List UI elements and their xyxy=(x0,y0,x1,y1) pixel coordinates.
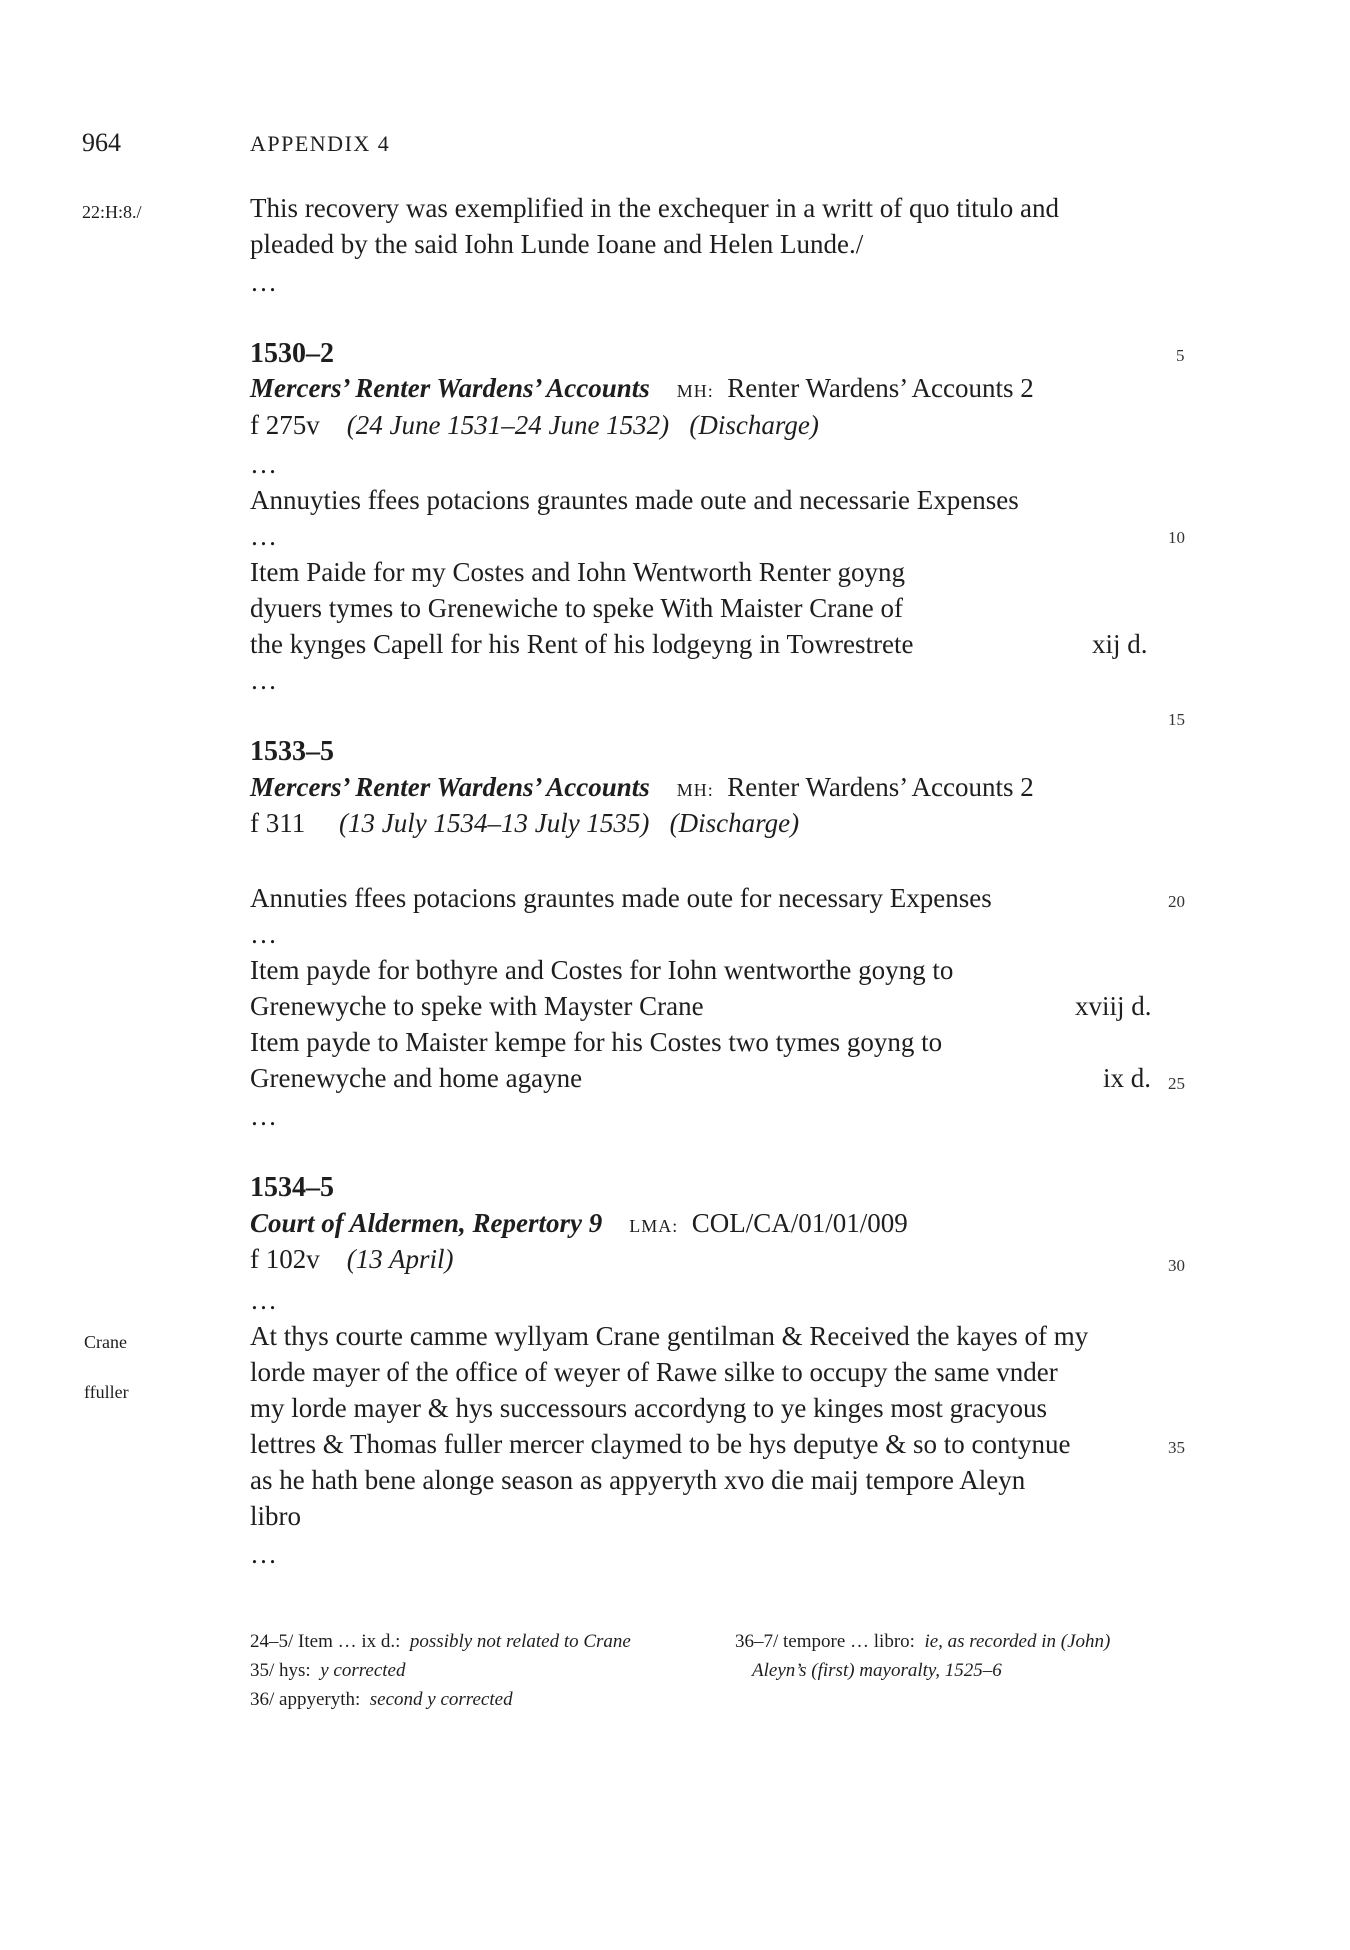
record-title: Court of Aldermen, Repertory 9 xyxy=(250,1208,603,1238)
ellipsis: … xyxy=(250,665,277,695)
record-ref: Renter Wardens’ Accounts 2 xyxy=(727,772,1034,802)
footnote-text: possibly not related to Crane xyxy=(409,1631,631,1652)
footnote-text: Aleyn’s (first) mayoralty, 1525–6 xyxy=(752,1660,1002,1681)
line-number: 15 xyxy=(1168,710,1185,729)
record-title: Mercers’ Renter Wardens’ Accounts xyxy=(250,772,650,802)
text-line: as he hath bene alonge season as appyeryth xvo die maij tempore Aleyn xyxy=(250,1465,1026,1495)
entry-source xyxy=(250,772,1034,803)
repository: MH: xyxy=(676,381,714,401)
line-number: 25 xyxy=(1168,1074,1185,1093)
text-line: Item payde for bothyre and Costes for Iohn wentworthe goyng to xyxy=(250,955,954,985)
running-head: APPENDIX 4 xyxy=(250,131,391,156)
footnote xyxy=(250,1657,405,1685)
section: (Discharge) xyxy=(689,410,819,440)
text-line: Item payde to Maister kempe for his Costes two tymes goyng to xyxy=(250,1027,943,1057)
record-ref: Renter Wardens’ Accounts 2 xyxy=(727,373,1034,403)
text-line: libro xyxy=(250,1501,301,1531)
line-number: 20 xyxy=(1168,892,1185,911)
text-line: Item Paide for my Costes and Iohn Wentworth Renter goyng xyxy=(250,557,905,587)
margin-note-ffuller: ffuller xyxy=(84,1382,129,1402)
date-range: (13 July 1534–13 July 1535) xyxy=(339,808,650,838)
amount: xij d. xyxy=(1092,629,1148,659)
footnote-text: ie, as recorded in (John) xyxy=(924,1631,1111,1652)
text-line: This recovery was exemplified in the exchequer in a writt of quo titulo and xyxy=(250,193,1059,223)
footnote-ref: 24–5/ Item … ix d.: xyxy=(250,1631,401,1652)
entry-folio-line xyxy=(250,808,799,839)
amount: xviij d. xyxy=(1075,991,1152,1021)
text-line: the kynges Capell for his Rent of his lodgeyng in Towrestrete xyxy=(250,629,914,659)
line-number: 30 xyxy=(1168,1256,1185,1275)
text-line: lorde mayer of the office of weyer of Rawe silke to occupy the same vnder xyxy=(250,1357,1058,1387)
repository: MH: xyxy=(676,780,714,800)
date-range: (13 April) xyxy=(346,1244,454,1274)
footnote-ref: 36/ appyeryth: xyxy=(250,1689,361,1710)
ellipsis: … xyxy=(250,1101,277,1131)
date-range: (24 June 1531–24 June 1532) xyxy=(346,410,670,440)
text-line: dyuers tymes to Grenewiche to speke With Maister Crane of xyxy=(250,593,903,623)
footnote-ref: 35/ hys: xyxy=(250,1660,311,1681)
text-line: lettres & Thomas fuller mercer claymed to be hys deputye & so to contynue xyxy=(250,1429,1071,1459)
folio: f 311 xyxy=(250,808,306,838)
footnote xyxy=(250,1686,513,1714)
ellipsis: … xyxy=(250,521,277,551)
text-line: At thys courte camme wyllyam Crane gentilman & Received the kayes of my xyxy=(250,1321,1089,1351)
line-number: 35 xyxy=(1168,1438,1185,1457)
page-number: 964 xyxy=(82,128,121,157)
text-line: Annuties ffees potacions grauntes made oute for necessary Expenses xyxy=(250,883,992,913)
line-number: 10 xyxy=(1168,528,1185,547)
text-line: pleaded by the said Iohn Lunde Ioane and Helen Lunde./ xyxy=(250,229,864,259)
entry-year: 1530–2 xyxy=(250,338,334,369)
repository: LMA: xyxy=(629,1216,679,1236)
section: (Discharge) xyxy=(669,808,800,838)
record-title: Mercers’ Renter Wardens’ Accounts xyxy=(250,373,650,403)
entry-source xyxy=(250,373,1034,404)
text-line: Grenewyche to speke with Mayster Crane xyxy=(250,991,704,1021)
entry-year: 1533–5 xyxy=(250,736,334,767)
entry-year: 1534–5 xyxy=(250,1172,334,1203)
folio: f 102v xyxy=(250,1244,320,1274)
text-line: Grenewyche and home agayne xyxy=(250,1063,583,1093)
entry-folio-line xyxy=(250,410,819,441)
footnote xyxy=(250,1628,631,1656)
ellipsis: … xyxy=(250,267,277,297)
ellipsis: … xyxy=(250,1285,277,1315)
ellipsis: … xyxy=(250,449,277,479)
footnote xyxy=(735,1628,1110,1656)
entry-source xyxy=(250,1208,908,1239)
ellipsis: … xyxy=(250,1539,277,1569)
footnote xyxy=(752,1657,1002,1685)
text-line: my lorde mayer & hys successours accordyng to ye kinges most gracyous xyxy=(250,1393,1048,1423)
margin-note-crane: Crane xyxy=(84,1332,127,1352)
text-line: Annuyties ffees potacions grauntes made oute and necessarie Expenses xyxy=(250,485,1019,515)
footnote-text: second y corrected xyxy=(369,1689,513,1710)
footnote-text: y corrected xyxy=(320,1660,406,1681)
margin-note-register: 22:H:8./ xyxy=(82,202,142,222)
folio: f 275v xyxy=(250,410,320,440)
line-number: 5 xyxy=(1176,346,1185,365)
footnote-ref: 36–7/ tempore … libro: xyxy=(735,1631,915,1652)
entry-folio-line xyxy=(250,1244,454,1275)
record-ref: COL/CA/01/01/009 xyxy=(691,1208,908,1238)
amount: ix d. xyxy=(1103,1063,1152,1093)
ellipsis: … xyxy=(250,919,277,949)
